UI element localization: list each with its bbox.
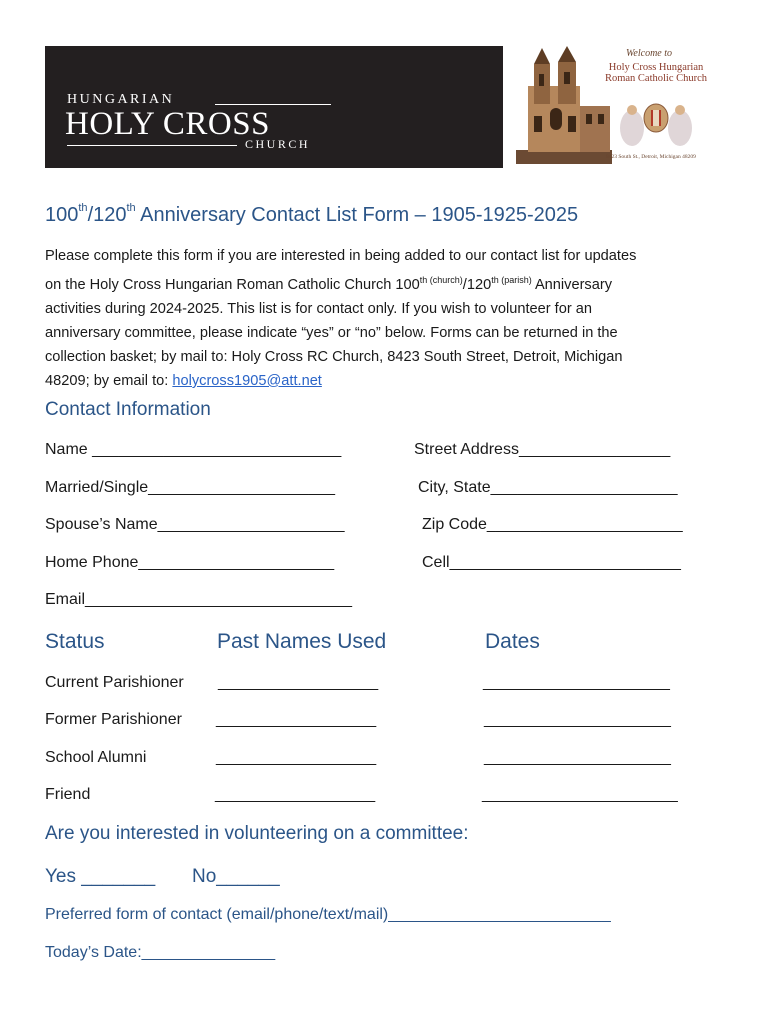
title-part3: Anniversary Contact List Form – 1905-1925-2025 (135, 204, 579, 226)
logo-line-hungarian: HUNGARIAN (67, 92, 175, 107)
title-part1: 100 (45, 204, 79, 226)
intro-sup: th (church) (419, 275, 463, 285)
logo-line-church: CHURCH (245, 137, 311, 151)
past-names-field-alumni[interactable]: __________________ (216, 749, 377, 766)
intro-line: activities during 2024-2025. This list is for contact only. If you wish to volunteer for an (45, 300, 593, 317)
status-label-alumni: School Alumni (45, 749, 147, 766)
logo-line-holy-cross: HOLY CROSS (65, 106, 270, 142)
intro-line: Please complete this form if you are interested in being added to our contact list for updates (45, 248, 637, 264)
volunteer-question: Are you interested in volunteering on a committee: (45, 823, 469, 844)
church-address-small: 8423 South St., Detroit, Michigan 48209 (606, 154, 696, 160)
welcome-title-line1: Holy Cross Hungarian (608, 62, 704, 73)
welcome-title (596, 62, 716, 84)
street-address-field[interactable]: Street Address_________________ (414, 441, 671, 458)
email-field[interactable]: Email______________________________ (45, 591, 352, 608)
church-logo (45, 46, 503, 168)
dates-field-alumni[interactable]: _____________________ (484, 749, 671, 766)
welcome-title-line2: Roman Catholic Church (604, 73, 708, 84)
logo-rule-bottom (67, 145, 237, 146)
intro-sup: th (parish) (491, 275, 532, 285)
intro-line: collection basket; by mail to: Holy Cross RC Church, 8423 South Street, Detroit, Michigan (45, 348, 623, 365)
title-sup2: th (126, 202, 136, 215)
dates-field-current[interactable]: _____________________ (483, 674, 670, 691)
married-single-field[interactable]: Married/Single_____________________ (45, 479, 336, 496)
status-label-former: Former Parishioner (45, 711, 182, 728)
intro-text: /120 (462, 276, 492, 293)
intro-text: 48209; by email to: (45, 372, 173, 389)
zip-code-field[interactable]: Zip Code______________________ (422, 516, 683, 533)
welcome-script-text: Welcome to (626, 48, 673, 59)
cell-field[interactable]: Cell__________________________ (422, 554, 681, 571)
todays-date-field[interactable]: Today’s Date:_______________ (45, 944, 276, 961)
contact-info-heading: Contact Information (45, 399, 211, 420)
intro-line (45, 369, 745, 393)
past-names-field-current[interactable]: __________________ (218, 674, 379, 691)
city-state-field[interactable]: City, State_____________________ (418, 479, 678, 496)
past-names-field-friend[interactable]: __________________ (215, 786, 376, 803)
past-names-heading: Past Names Used (217, 630, 387, 653)
dates-field-former[interactable]: _____________________ (484, 711, 671, 728)
dates-field-friend[interactable]: ______________________ (482, 786, 678, 803)
home-phone-field[interactable]: Home Phone______________________ (45, 554, 335, 571)
yes-field[interactable]: Yes _______ (45, 866, 156, 887)
intro-text: Anniversary (531, 276, 613, 293)
intro-text: on the Holy Cross Hungarian Roman Catholic Church 100 (45, 276, 420, 293)
title-sup1: th (78, 202, 88, 215)
no-field[interactable]: No______ (192, 866, 280, 887)
logo-rule-top (215, 104, 331, 105)
email-link[interactable]: holycross1905@att.net (172, 372, 322, 389)
status-label-current: Current Parishioner (45, 674, 184, 691)
preferred-contact-field[interactable]: Preferred form of contact (email/phone/text/mail)_________________________ (45, 906, 611, 923)
intro-line (45, 268, 745, 297)
intro-paragraph (45, 244, 745, 393)
name-field[interactable]: Name ____________________________ (45, 441, 342, 458)
spouse-name-field[interactable]: Spouse’s Name_____________________ (45, 516, 345, 533)
status-label-friend: Friend (45, 786, 91, 803)
status-heading: Status (45, 630, 105, 653)
dates-heading: Dates (485, 630, 540, 653)
past-names-field-former[interactable]: __________________ (216, 711, 377, 728)
title-part2: /120 (87, 204, 127, 226)
intro-line: anniversary committee, please indicate “yes” or “no” below. Forms can be returned in the (45, 324, 618, 341)
form-title (45, 204, 578, 227)
